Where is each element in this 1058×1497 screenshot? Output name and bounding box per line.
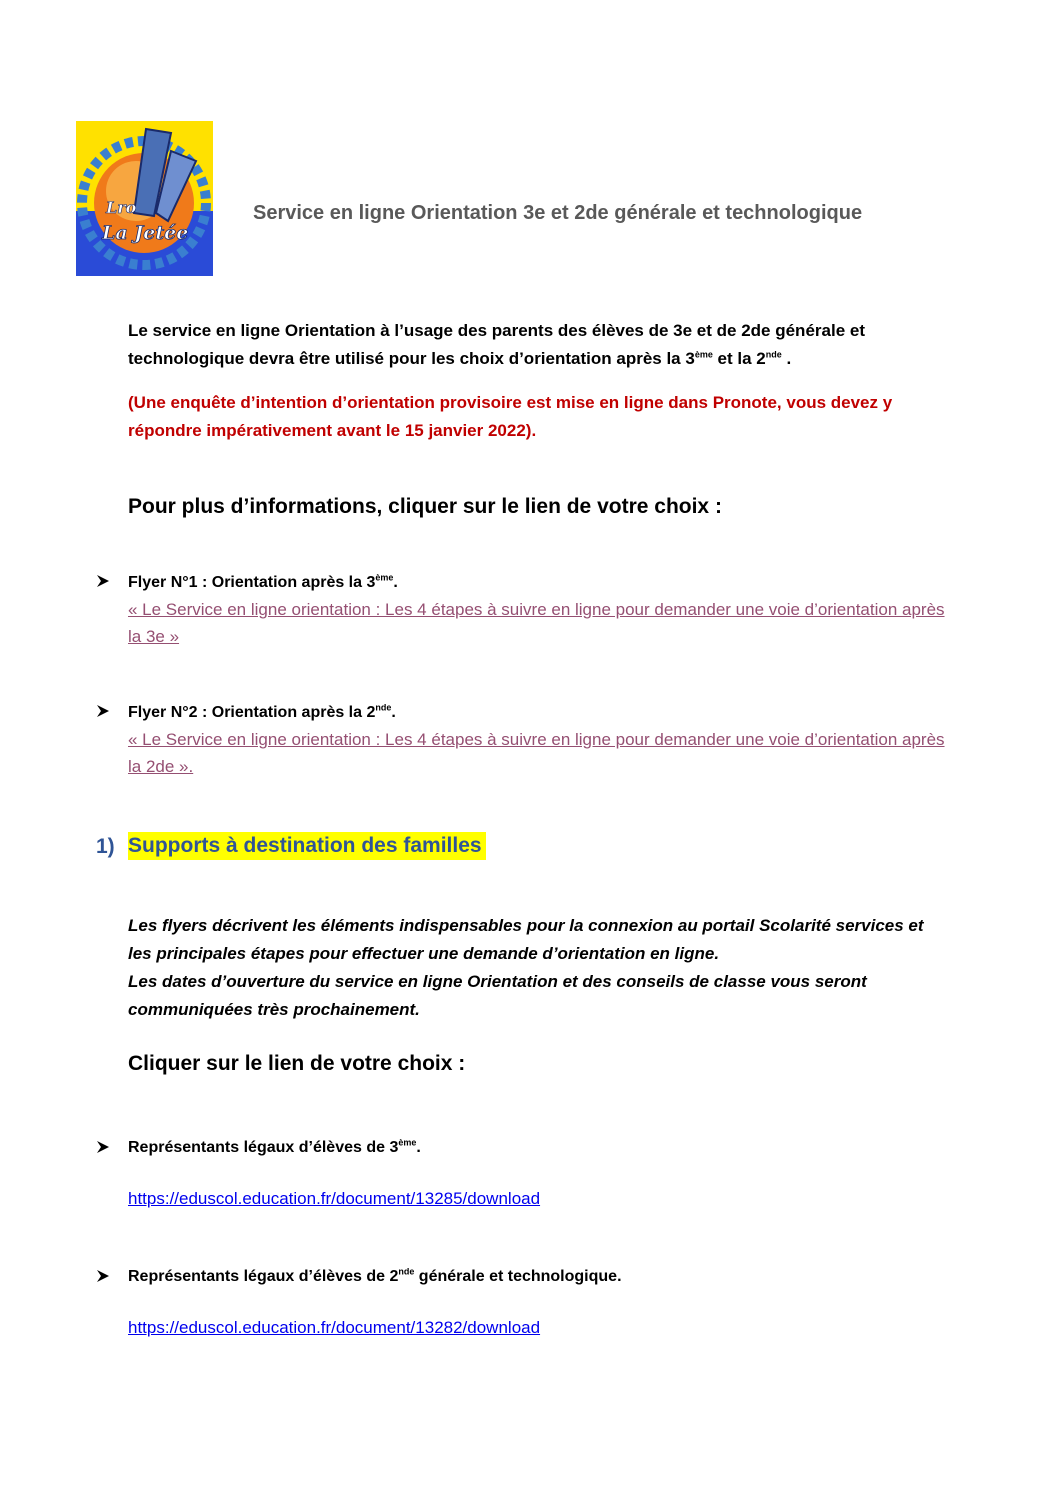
section-paragraph-line-3: Les dates d’ouverture du service en ligne Orientation et des conseils de classe vous seront: [128, 972, 867, 991]
arrowhead-bullet-icon: [96, 1140, 110, 1157]
resource-2-link[interactable]: https://eduscol.education.fr/document/13282/download: [128, 1318, 541, 1337]
superscript: nde: [765, 349, 782, 360]
superscript: ème: [694, 349, 713, 360]
flyer-1-link-line-2[interactable]: la 3e »: [128, 627, 180, 646]
superscript: ème: [375, 572, 394, 583]
flyer-2-link[interactable]: [128, 726, 945, 780]
section-paragraph-line-2: les principales étapes pour effectuer une demande d’orientation en ligne.: [128, 944, 720, 963]
resource-2-title-text: Représentants légaux d’élèves de 2: [128, 1268, 399, 1285]
resource-1-title-end: .: [416, 1139, 421, 1156]
section-paragraph: [128, 912, 924, 1024]
intro-paragraph: [128, 317, 865, 373]
resource-2-title-end: générale et technologique.: [414, 1268, 622, 1285]
warning-line-2: répondre impérativement avant le 15 janvier 2022).: [128, 421, 537, 440]
superscript: nde: [398, 1266, 415, 1277]
school-logo: [76, 121, 213, 276]
flyer-2-link-line-1[interactable]: « Le Service en ligne orientation : Les 4 étapes à suivre en ligne pour demander une voie d’orientation après: [128, 730, 945, 749]
flyer-2-title: [128, 704, 396, 722]
resource-1-title-text: Représentants légaux d’élèves de 3: [128, 1139, 399, 1156]
warning-paragraph: [128, 389, 892, 445]
section-title: Supports à destination des familles: [128, 832, 486, 860]
arrowhead-bullet-icon: [96, 704, 110, 721]
flyer-2-title-text: Flyer N°2 : Orientation après la 2: [128, 704, 376, 721]
flyer-2-title-end: .: [391, 704, 396, 721]
section-paragraph-line-4: communiquées très prochainement.: [128, 1000, 420, 1019]
flyer-1-title: [128, 574, 398, 592]
logo-text-bottom: La Jetée: [102, 222, 189, 244]
choice-heading: Cliquer sur le lien de votre choix :: [128, 1052, 466, 1075]
flyer-1-link-line-1[interactable]: « Le Service en ligne orientation : Les 4 étapes à suivre en ligne pour demander une voie d’orientation après: [128, 600, 945, 619]
arrowhead-bullet-icon: [96, 1269, 110, 1286]
superscript: nde: [375, 702, 392, 713]
intro-line-1: Le service en ligne Orientation à l’usage des parents des élèves de 3e et de 2de générale et: [128, 321, 865, 340]
resource-1-title: [128, 1139, 421, 1157]
flyer-1-title-end: .: [393, 574, 398, 591]
page-title: Service en ligne Orientation 3e et 2de générale et technologique: [253, 202, 863, 224]
section-paragraph-line-1: Les flyers décrivent les éléments indispensables pour la connexion au portail Scolarité services et: [128, 916, 924, 935]
section-number: 1): [96, 835, 115, 858]
flyer-1-title-text: Flyer N°1 : Orientation après la 3: [128, 574, 376, 591]
info-heading: Pour plus d’informations, cliquer sur le lien de votre choix :: [128, 495, 722, 518]
intro-text: .: [781, 349, 792, 368]
intro-text: technologique devra être utilisé pour les choix d’orientation après la 3: [128, 349, 695, 368]
flyer-1-link[interactable]: [128, 596, 945, 650]
logo-text-top: Lro: [106, 198, 137, 217]
intro-line-2: [128, 345, 865, 373]
warning-line-1: (Une enquête d’intention d’orientation provisoire est mise en ligne dans Pronote, vous devez y: [128, 393, 893, 412]
flyer-2-link-line-2[interactable]: la 2de ».: [128, 757, 194, 776]
superscript: ème: [398, 1137, 417, 1148]
resource-1-link[interactable]: https://eduscol.education.fr/document/13285/download: [128, 1189, 541, 1208]
resource-2-title: [128, 1268, 622, 1286]
intro-text: et la 2: [712, 349, 766, 368]
arrowhead-bullet-icon: [96, 574, 110, 591]
logo-image: [76, 121, 213, 276]
